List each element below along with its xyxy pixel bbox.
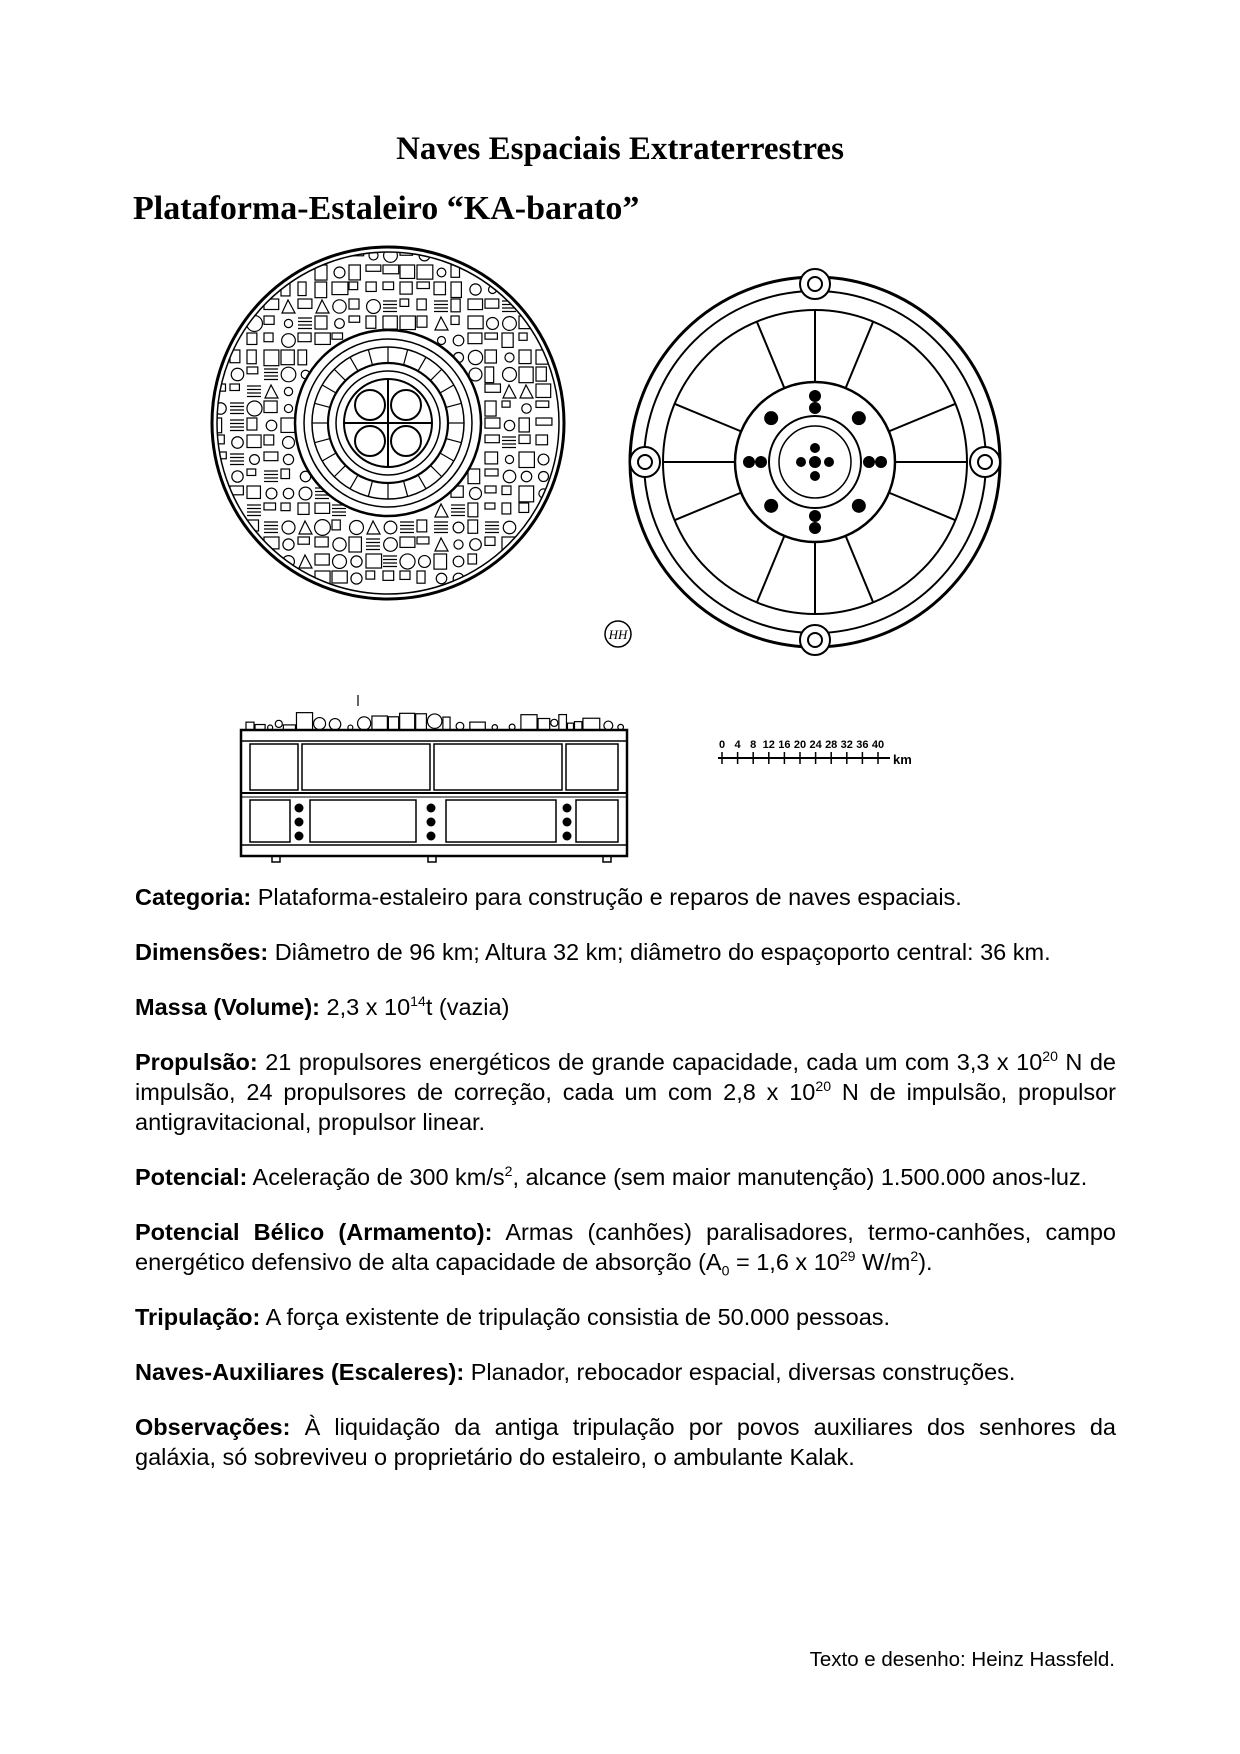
spec-value: A força existente de tripulação consistia de 50.000 pessoas. [265, 1304, 891, 1330]
spec-value: N de impulsão, 24 propulsores de correção, cada um com 2,8 x 10 [135, 1049, 1116, 1105]
structure [383, 571, 394, 580]
structure [536, 401, 549, 407]
structure [400, 265, 415, 278]
spec-value: Diâmetro de 96 km; Altura 32 km; diâmetro do espaçoporto central: 36 km. [274, 939, 1051, 965]
structure [383, 282, 394, 290]
spec-label: Observações: [135, 1414, 291, 1440]
structure [400, 282, 412, 294]
exponent: 2 [504, 1163, 513, 1180]
structure [333, 538, 346, 551]
pod [970, 447, 1000, 477]
structure [485, 452, 498, 464]
structure [400, 537, 415, 547]
structure [333, 555, 347, 569]
spoke [889, 493, 956, 521]
structure [282, 521, 295, 534]
structure [282, 300, 295, 313]
structure [247, 435, 261, 448]
thruster [809, 390, 821, 402]
thruster [863, 456, 875, 468]
structure [333, 300, 346, 313]
spec-label: Naves-Auxiliares (Escaleres): [135, 1359, 465, 1385]
spec-value: À liquidação da antiga tripulação por povos auxiliares dos senhores da galáxia, só sobreviveu o proprietário do estaleiro, o ambulante Kalak. [135, 1414, 1117, 1470]
structure [419, 556, 431, 568]
structure [384, 521, 397, 534]
structure [503, 317, 517, 331]
structure [504, 420, 514, 430]
structure [536, 350, 548, 364]
structure [264, 452, 278, 461]
skyline-structure [604, 721, 613, 730]
structure [437, 268, 446, 277]
structure [299, 521, 312, 534]
structure [247, 350, 256, 364]
structure [417, 571, 425, 583]
spec-value: W/m [855, 1249, 911, 1275]
structure [332, 333, 343, 339]
structure [502, 503, 511, 514]
structure [266, 488, 277, 499]
subscript: 0 [721, 1262, 730, 1279]
svg-text:HH: HH [608, 627, 628, 642]
exponent: 2 [910, 1248, 919, 1265]
spec-belico [135, 1217, 1116, 1277]
thruster [809, 510, 821, 522]
structure [505, 455, 513, 463]
structure [350, 521, 364, 535]
spec-potencial [135, 1162, 1116, 1192]
structure [284, 319, 292, 327]
spoke [757, 322, 785, 389]
structure [437, 336, 445, 344]
skyline-structure [358, 717, 371, 730]
structure [485, 469, 498, 476]
structure [298, 503, 309, 514]
structure [435, 317, 448, 330]
structure [351, 556, 362, 567]
spec-value: 21 propulsores energéticos de grande capacidade, cada um com 3,3 x 10 [265, 1049, 1043, 1075]
structure [468, 316, 483, 329]
structure [519, 435, 530, 443]
structure [247, 367, 258, 374]
structure [468, 333, 482, 344]
structure [266, 420, 277, 431]
structure [503, 368, 517, 382]
structure [281, 367, 296, 382]
skyline-structure [583, 718, 600, 730]
exponent: 20 [1042, 1048, 1058, 1065]
spec-massa [135, 992, 1116, 1022]
structure [485, 333, 497, 339]
structure [298, 299, 312, 308]
thruster [810, 443, 820, 453]
structure [536, 367, 546, 381]
structure [503, 470, 516, 483]
spec-naves-auxiliares [135, 1357, 1116, 1387]
structure [400, 571, 410, 579]
thruster [764, 411, 778, 425]
structure [485, 537, 495, 545]
spec-value: , alcance (sem maior manutenção) 1.500.000 anos-luz. [512, 1164, 1088, 1190]
structure [264, 401, 277, 413]
skyline-structure [388, 717, 398, 730]
structure [522, 404, 531, 413]
structure [215, 403, 227, 415]
structure [282, 334, 296, 348]
structure [519, 503, 529, 512]
thruster [743, 456, 755, 468]
skyline-structure [400, 713, 415, 730]
structure [536, 435, 548, 445]
spec-label: Propulsão: [135, 1049, 258, 1075]
skyline-structure [551, 719, 558, 726]
structure [230, 350, 240, 363]
structure [434, 282, 445, 295]
structure [250, 455, 260, 465]
structure [503, 385, 516, 398]
structure [231, 368, 243, 380]
structure [485, 503, 495, 509]
scale-tick-label: 40 [871, 739, 885, 751]
spoke [675, 404, 742, 432]
structure [468, 469, 480, 484]
scale-tick-label: 24 [809, 739, 822, 751]
structure [247, 418, 257, 430]
credit-line: Texto e desenho: Heinz Hassfeld. [809, 1648, 1115, 1671]
structure [366, 282, 376, 291]
spec-value: t (vazia) [425, 994, 510, 1020]
thruster [764, 499, 778, 513]
pod [800, 269, 830, 299]
scale-tick-label: 12 [762, 739, 775, 751]
thruster [809, 522, 821, 534]
structure [281, 350, 294, 365]
structure [283, 454, 293, 464]
structure [451, 316, 459, 324]
skyline-structure [427, 714, 441, 728]
structure [366, 265, 381, 271]
skyline-structure [416, 714, 427, 730]
spoke [846, 322, 874, 389]
structure [281, 418, 296, 432]
structure [315, 282, 327, 298]
structure [417, 537, 429, 544]
structure [400, 316, 415, 330]
scale-tick-label: 4 [734, 739, 741, 751]
structure [519, 452, 534, 467]
spec-observacoes [135, 1412, 1116, 1472]
spoke [757, 536, 785, 603]
structure [502, 333, 513, 347]
structure [298, 537, 309, 544]
structure [281, 503, 290, 511]
scale-tick-label: 28 [825, 739, 838, 751]
structure [454, 540, 463, 549]
structure [349, 299, 359, 309]
scale-tick-label: 16 [778, 739, 791, 751]
structure [468, 554, 477, 564]
skyline-structure [329, 719, 340, 730]
structure [315, 554, 329, 565]
structure [503, 521, 516, 534]
scale-tick-label: 0 [718, 739, 726, 751]
scale-tick-label: 32 [840, 739, 853, 751]
structure [434, 554, 447, 569]
structure [519, 486, 534, 502]
structure [451, 282, 461, 297]
structure [366, 554, 382, 568]
structure [315, 316, 327, 329]
structure [265, 385, 278, 398]
structure [315, 537, 328, 547]
thruster [824, 457, 834, 467]
thruster [755, 456, 767, 468]
structure [453, 335, 464, 346]
structure [298, 350, 307, 365]
spec-value: ). [918, 1249, 933, 1275]
spec-label: Potencial: [135, 1164, 248, 1190]
thruster [852, 499, 866, 513]
structure [264, 503, 276, 510]
structure [264, 435, 274, 445]
structure [283, 437, 295, 449]
skyline-structure [314, 718, 326, 730]
structure [299, 487, 312, 500]
structure [383, 316, 397, 329]
exponent: 20 [815, 1078, 832, 1095]
structure [315, 503, 330, 513]
structure [468, 299, 483, 310]
structure [349, 537, 361, 552]
thruster [809, 402, 821, 414]
structure [485, 418, 500, 428]
spec-label: Categoria: [135, 884, 252, 910]
structure [485, 384, 500, 392]
structure [284, 404, 292, 412]
structure [264, 299, 279, 310]
spoke [675, 493, 742, 521]
structure [349, 282, 358, 290]
structure [316, 300, 329, 313]
spec-value: Plataforma-estaleiro para construção e reparos de naves espaciais. [257, 884, 962, 910]
spoke [889, 404, 956, 432]
structure [298, 333, 311, 342]
structure [349, 316, 360, 322]
structure [417, 316, 427, 327]
pod [800, 625, 830, 655]
structure [538, 454, 549, 465]
skyline-structure [559, 715, 567, 730]
spec-dimensoes [135, 937, 1116, 967]
skyline-structure [275, 720, 282, 727]
structure [521, 471, 532, 482]
skyline-structure [521, 715, 537, 730]
structure [435, 538, 448, 551]
structure [264, 350, 279, 366]
spec-tripulacao [135, 1302, 1116, 1332]
structure [485, 401, 496, 416]
structure [349, 265, 360, 280]
structure [264, 333, 273, 342]
spec-sheet [135, 882, 1116, 1497]
top-view-drawing [212, 247, 564, 599]
scale-tick-label: 8 [750, 739, 757, 751]
structure [247, 401, 262, 416]
structure [417, 520, 427, 532]
structure [536, 418, 552, 425]
page-subtitle: Plataforma-Estaleiro “KA-barato” [133, 190, 640, 227]
structure [247, 486, 260, 498]
structure [383, 265, 399, 274]
structure [417, 299, 426, 310]
structure [502, 401, 510, 407]
structure [384, 249, 398, 263]
structure [384, 538, 398, 552]
structure [366, 571, 375, 579]
structure [539, 472, 549, 482]
scale-tick-label: 36 [856, 739, 869, 751]
skyline-structure [538, 719, 550, 730]
scale-bar [718, 739, 912, 767]
spec-value: Planador, rebocador espacial, diversas construções. [470, 1359, 1016, 1385]
structure [502, 486, 511, 495]
skyline-structure [574, 722, 581, 730]
page-title: Naves Espaciais Extraterrestres [396, 131, 844, 167]
structure [417, 265, 433, 279]
spec-label: Tripulação: [135, 1304, 261, 1330]
structure [451, 299, 460, 312]
structure [485, 299, 499, 308]
structure [470, 488, 482, 500]
exponent: 14 [410, 993, 426, 1010]
structure [334, 267, 345, 278]
structure [335, 319, 345, 329]
structure [332, 520, 340, 530]
skyline-structure [443, 717, 450, 730]
spec-propulsao [135, 1047, 1116, 1137]
structure [247, 333, 257, 344]
structure [315, 520, 331, 536]
structure [519, 333, 527, 340]
structure [332, 571, 347, 583]
structure [232, 471, 243, 482]
structure [519, 367, 533, 383]
spec-value: Aceleração de 300 km/s [252, 1164, 505, 1190]
thruster [852, 411, 866, 425]
spec-label: Massa (Volume): [135, 994, 320, 1020]
thruster [875, 456, 887, 468]
spec-value: 2,3 x 10 [326, 994, 411, 1020]
structure [283, 539, 294, 550]
structure [298, 282, 306, 296]
structure [468, 350, 482, 364]
structure [367, 521, 380, 534]
structure [436, 573, 446, 583]
structure [519, 350, 531, 364]
structure [284, 387, 292, 395]
spec-label: Dimensões: [135, 939, 269, 965]
structure [281, 469, 290, 479]
spec-value: N de impulsão, propulsor antigravitacional, propulsor linear. [135, 1079, 1116, 1135]
structure [470, 284, 481, 295]
structure [520, 385, 533, 398]
structure [232, 437, 244, 449]
structure [505, 353, 514, 362]
structure [417, 282, 429, 289]
structure [400, 299, 409, 306]
pod [630, 447, 660, 477]
structure [468, 520, 478, 533]
structure [470, 539, 482, 551]
structure [485, 486, 496, 493]
thruster [810, 471, 820, 481]
side-view-drawing [241, 695, 627, 862]
spec-value: = 1,6 x 10 [729, 1249, 840, 1275]
structure [299, 555, 312, 568]
structure [519, 418, 529, 432]
scale-unit: km [893, 752, 912, 767]
scale-tick-label: 20 [793, 739, 807, 751]
spec-value: Armas (canhões) paralisadores, termo-canhões, campo energético defensivo de alta capacidade de absorção (A [135, 1219, 1116, 1275]
structure [487, 318, 499, 330]
spoke [846, 536, 874, 603]
bottom-view-drawing [630, 269, 1000, 655]
structure [468, 503, 478, 517]
exponent: 29 [839, 1248, 856, 1265]
structure [230, 384, 239, 391]
skyline-structure [372, 716, 387, 730]
structure [453, 556, 464, 567]
structure [332, 282, 348, 295]
structure [315, 571, 330, 584]
structure [366, 316, 376, 328]
spec-label: Potencial Bélico (Armamento): [135, 1219, 493, 1245]
structure [283, 488, 293, 498]
structure [400, 554, 415, 569]
structure [264, 316, 274, 324]
structure [367, 300, 381, 314]
structure [315, 333, 330, 344]
structure [351, 573, 362, 584]
structure [247, 469, 256, 475]
skyline-structure [296, 713, 312, 730]
structure [453, 522, 464, 533]
structure [536, 384, 551, 397]
structure [485, 435, 499, 443]
structure [435, 504, 448, 517]
artist-emblem [605, 621, 631, 647]
structure [485, 367, 494, 383]
thruster [796, 457, 806, 467]
spec-categoria [135, 882, 1116, 912]
structure [485, 350, 496, 363]
thruster [809, 456, 821, 468]
